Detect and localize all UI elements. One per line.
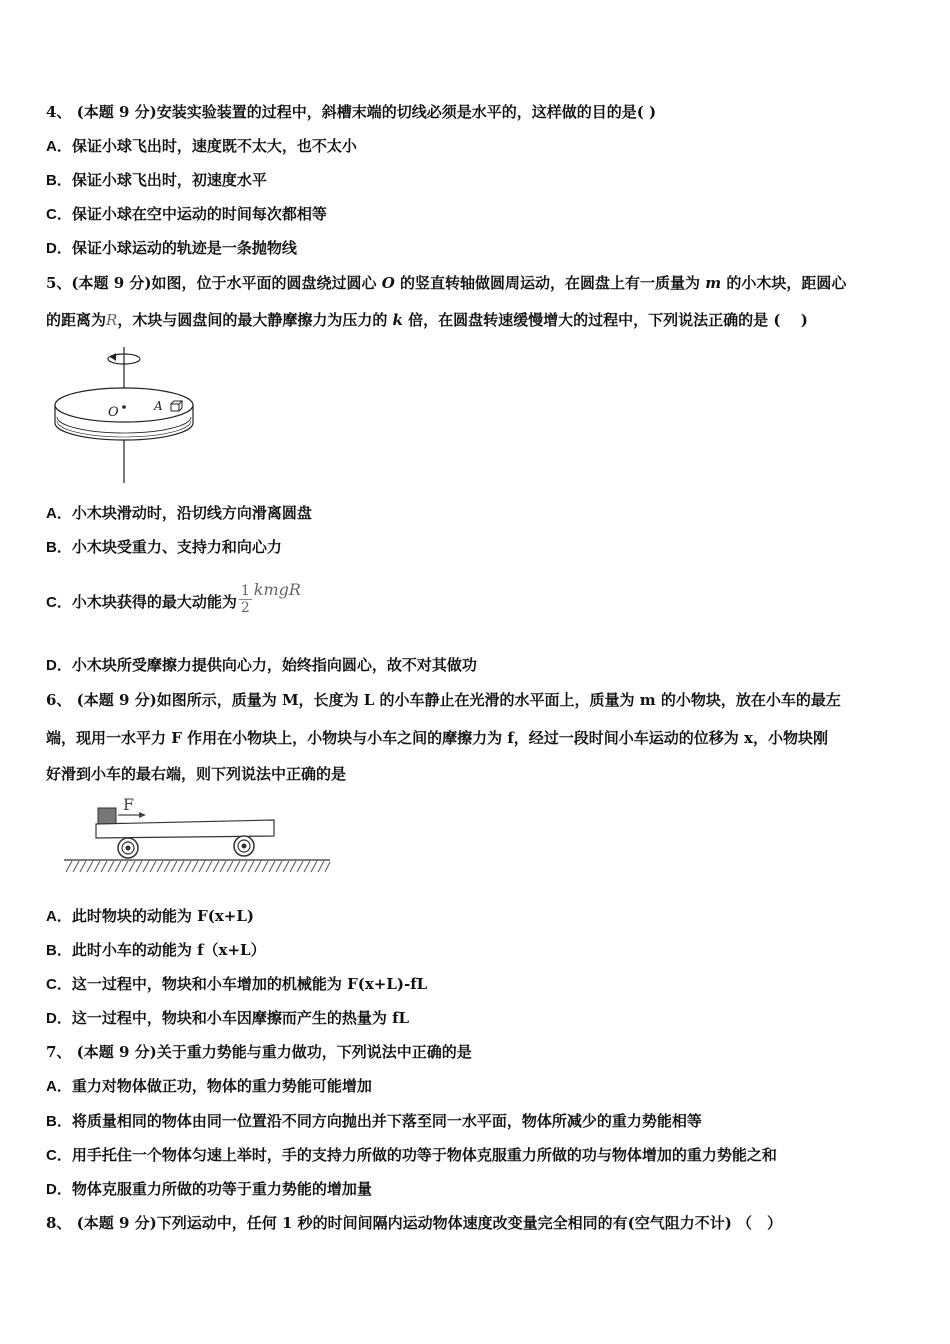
option-letter: C． [46, 594, 72, 611]
stem-text: 倍，在圆盘转速缓慢增大的过程中，下列说法正确的是 ( ) [402, 311, 808, 329]
q8-stem: 8、 (本题 9 分)下列运动中，任何 1 秒的时间间隔内运动物体速度改变量完全相同的有(空气阻力不计) （ ） [46, 1214, 783, 1232]
formula-kmgr: kmgR [253, 580, 301, 599]
label-a: A [154, 399, 163, 413]
option-letter: B． [46, 942, 72, 959]
stem-text: 5、(本题 9 分)如图，位于水平面的圆盘绕过圆心 [46, 274, 382, 292]
option-text: 保证小球飞出时，初速度水平 [71, 171, 267, 189]
option-letter: D． [46, 1010, 72, 1027]
option-text: 用手托住一个物体匀速上举时，手的支持力所做的功等于物体克服重力所做的功与物体增加的重力势能之和 [71, 1146, 777, 1164]
q4-option-c [46, 204, 327, 225]
fraction-denominator: 2 [240, 599, 250, 616]
option-text: 物体克服重力所做的功等于重力势能的增加量 [71, 1180, 372, 1198]
stem-text: 的小木块，距圆心 [721, 274, 847, 292]
q7-option-a [46, 1076, 372, 1097]
q6-option-a [46, 906, 254, 927]
option-text: 保证小球在空中运动的时间每次都相等 [71, 205, 327, 223]
fraction-numerator: 1 [240, 582, 250, 599]
q5-option-a [46, 503, 312, 524]
q4-option-b [46, 170, 267, 191]
q4-option-d [46, 238, 297, 259]
q5-stem-line1 [46, 273, 846, 293]
option-text: 将质量相同的物体由同一位置沿不同方向抛出并下落至同一水平面，物体所减少的重力势能相等 [71, 1112, 702, 1130]
option-letter: B． [46, 1113, 72, 1130]
option-text: 重力对物体做正功，物体的重力势能可能增加 [71, 1077, 372, 1095]
q5-stem-line2 [46, 310, 808, 330]
q7-option-d [46, 1179, 372, 1200]
option-letter: C． [46, 206, 72, 223]
option-text: 小木块获得的最大动能为 [71, 593, 237, 611]
label-f: F [123, 795, 135, 814]
option-text: 保证小球运动的轨迹是一条抛物线 [71, 239, 297, 257]
option-letter: C． [46, 976, 72, 993]
q6-option-c [46, 974, 427, 995]
option-letter: D． [46, 1181, 72, 1198]
stem-text: 的竖直转轴做圆周运动，在圆盘上有一质量为 [394, 274, 706, 292]
option-letter: D． [46, 657, 72, 674]
stem-text: ，木块与圆盘间的最大静摩擦力为压力的 [117, 311, 393, 329]
q4-stem: 4、 (本题 9 分)安装实验装置的过程中，斜槽末端的切线必须是水平的，这样做的目的是( ) [46, 103, 657, 121]
option-letter: A． [46, 908, 72, 925]
wheel-icon [118, 838, 138, 858]
option-letter: A． [46, 505, 72, 522]
q4-option-a [46, 136, 357, 157]
q6-option-b [46, 940, 266, 961]
option-letter: A． [46, 138, 72, 155]
option-text: 此时小车的动能为 f（x+L） [71, 941, 266, 959]
q6-option-d [46, 1008, 409, 1029]
option-text: 小木块所受摩擦力提供向心力，始终指向圆心，故不对其做功 [71, 656, 477, 674]
option-text: 这一过程中，物块和小车增加的机械能为 F(x+L)-fL [71, 975, 428, 993]
q7-stem: 7、 (本题 9 分)关于重力势能与重力做功，下列说法中正确的是 [46, 1043, 472, 1061]
small-block-icon [98, 808, 116, 824]
cart-block-figure [62, 792, 334, 878]
q6-stem-line1: 6、 (本题 9 分)如图所示，质量为 M，长度为 L 的小车静止在光滑的水平面上，质量为 m 的小物块，放在小车的最左 [46, 691, 841, 709]
option-letter: B． [46, 539, 72, 556]
force-arrow-icon [139, 812, 146, 818]
option-letter: B． [46, 172, 72, 189]
q5-option-d [46, 655, 477, 676]
q5-option-b [46, 537, 282, 558]
wheel-icon [234, 836, 254, 856]
q5-option-c [46, 572, 301, 633]
option-letter: D． [46, 240, 72, 257]
symbol-k: k [392, 311, 403, 329]
q7-option-c [46, 1145, 777, 1166]
option-text: 小木块受重力、支持力和向心力 [71, 538, 282, 556]
option-text: 此时物块的动能为 F(x+L) [71, 907, 254, 925]
q6-stem-line2: 端，现用一水平力 F 作用在小物块上，小物块与小车之间的摩擦力为 f，经过一段时间小车运动的位移为 x，小物块刚 [46, 729, 828, 747]
symbol-o: O [381, 274, 395, 292]
label-o: O [108, 405, 119, 420]
option-letter: A． [46, 1078, 72, 1095]
fraction [239, 583, 252, 616]
option-text: 保证小球飞出时，速度既不太大，也不太小 [71, 137, 357, 155]
symbol-m: m [705, 274, 722, 292]
option-letter: C． [46, 1147, 72, 1164]
option-text: 这一过程中，物块和小车因摩擦而产生的热量为 fL [71, 1009, 410, 1027]
stem-text: 的距离为 [46, 311, 107, 329]
rotating-disk-figure [48, 345, 198, 485]
symbol-r: R [106, 311, 118, 329]
q7-option-b [46, 1111, 702, 1132]
option-text: 小木块滑动时，沿切线方向滑离圆盘 [71, 504, 312, 522]
q6-stem-line3: 好滑到小车的最右端，则下列说法中正确的是 [46, 765, 347, 783]
